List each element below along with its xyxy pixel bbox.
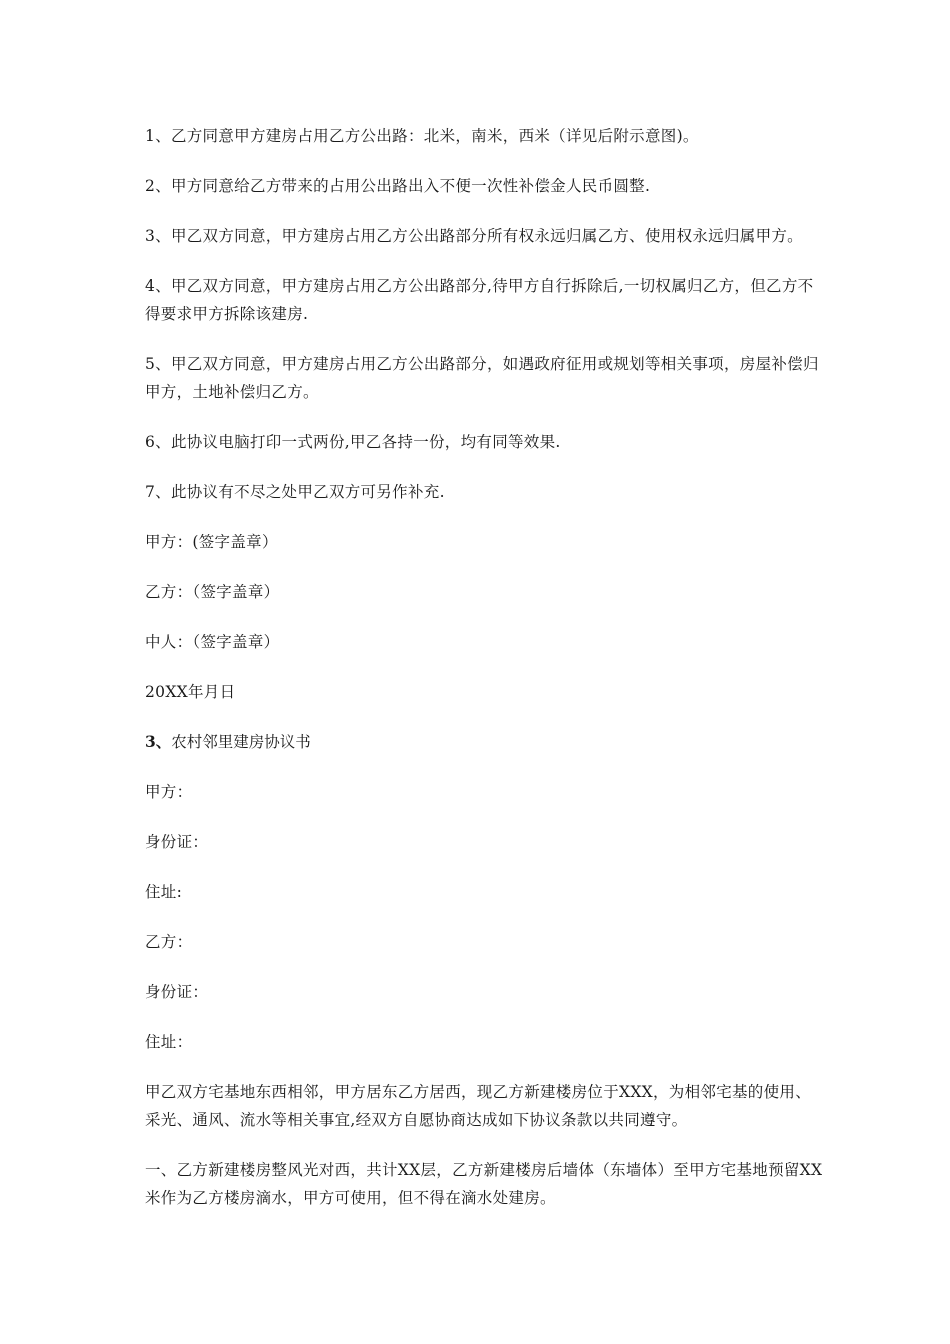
clause-3: 3、甲乙双方同意，甲方建房占用乙方公出路部分所有权永远归属乙方、使用权永远归属甲方。 (145, 227, 803, 245)
field-party-b-address: 住址： (145, 1033, 193, 1051)
agreement-intro: 甲乙双方宅基地东西相邻，甲方居东乙方居西，现乙方新建楼房位于XXX，为相邻宅基的使用、采光、通风、流水等相关事宜,经双方自愿协商达成如下协议条款以共同遵守。 (145, 1083, 812, 1129)
agreement-article-1: 一、乙方新建楼房整风光对西，共计XX层，乙方新建楼房后墙体（东墙体）至甲方宅基地预留XX米作为乙方楼房滴水，甲方可使用，但不得在滴水处建房。 (145, 1161, 823, 1207)
date-line: 20XX年月日 (145, 683, 236, 701)
section-number: 3、 (145, 732, 172, 751)
clause-6: 6、此协议电脑打印一式两份,甲乙各持一份，均有同等效果. (145, 433, 561, 451)
clause-2: 2、甲方同意给乙方带来的占用公出路出入不便一次性补偿金人民币圆整. (145, 177, 651, 195)
field-party-b-id: 身份证： (145, 983, 209, 1001)
field-party-a-address: 住址: (145, 883, 183, 901)
clause-7: 7、此协议有不尽之处甲乙双方可另作补充. (145, 483, 445, 501)
field-party-a: 甲方： (145, 783, 193, 801)
signature-party-a: 甲方：(签字盖章） (145, 533, 278, 551)
document-page (145, 122, 825, 1234)
section-title: 农村邻里建房协议书 (171, 733, 311, 751)
field-party-a-id: 身份证： (145, 833, 209, 851)
clause-5: 5、甲乙双方同意，甲方建房占用乙方公出路部分，如遇政府征用或规划等相关事项，房屋补偿归甲方，土地补偿归乙方。 (145, 355, 819, 401)
clause-4: 4、甲乙双方同意，甲方建房占用乙方公出路部分,待甲方自行拆除后,一切权属归乙方，但乙方不得要求甲方拆除该建房. (145, 277, 814, 323)
signature-middleman: 中人：（签字盖章） (145, 633, 280, 651)
section-heading (145, 728, 825, 756)
field-party-b: 乙方： (145, 933, 193, 951)
signature-party-b: 乙方：（签字盖章） (145, 583, 280, 601)
clause-1: 1、乙方同意甲方建房占用乙方公出路：北米，南米，西米（详见后附示意图)。 (145, 127, 699, 145)
